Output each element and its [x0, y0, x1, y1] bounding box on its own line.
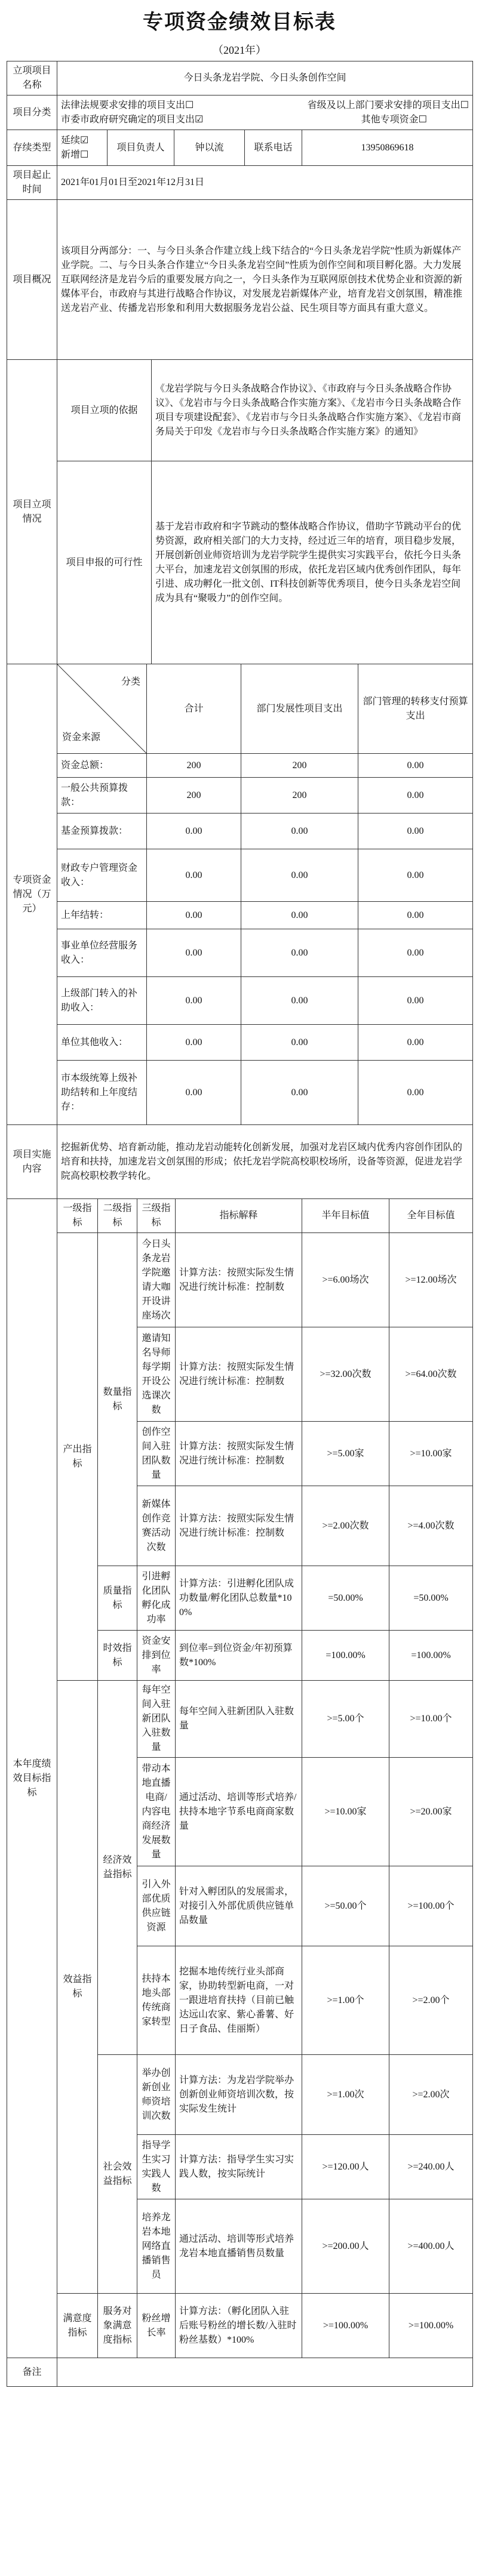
content-text: 挖掘新优势、培育新动能，推动龙岩动能转化创新发展，加强对龙岩区域内优秀内容创作团队的培育和扶持，加速龙岩文创氛围的形成；依托龙岩学院高校职校场所，设备等资源，促进龙岩学院高校职校教学转化。: [57, 1125, 473, 1199]
econ-label: 经济效益指标: [98, 1681, 137, 2055]
target-half: >=32.00次数: [302, 1327, 389, 1422]
target-expl: 计算方法：为龙岩学院举办创新创业师资培训次数，按实际发生统计: [176, 2055, 302, 2135]
feasibility-label: 项目申报的可行性: [57, 461, 152, 664]
funds-cell: 0.00: [147, 929, 241, 977]
target-expl: 到位率=到位资金/年初预算数*100%: [176, 1631, 302, 1681]
funds-cell: 0.00: [147, 849, 241, 902]
target-expl: 计算方法：指导学生实习实践人数，按实际统计: [176, 2135, 302, 2199]
target-l3: 今日头条龙岩学院邀请大咖开设讲座场次: [137, 1233, 176, 1327]
target-row: [7, 2294, 473, 2358]
target-l3: 带动本地直播电商/内容电商经济发展数量: [137, 1758, 176, 1866]
target-expl: 通过活动、培训等形式培养/扶持本地字节系电商商家数量: [176, 1758, 302, 1866]
funds-row-label: 基金预算拨款：: [57, 814, 147, 849]
remark-label: 备注: [7, 2358, 57, 2387]
target-half: >=1.00个: [302, 1946, 389, 2055]
target-full: >=20.00家: [389, 1758, 473, 1866]
funds-row-label: 一般公共预算拨款：: [57, 778, 147, 814]
funds-cell: 0.00: [241, 1025, 358, 1061]
target-full: >=2.00个: [389, 1946, 473, 2055]
overview-text: 该项目分两部分：一、与今日头条合作建立线上线下结合的“今日头条龙岩学院”性质为新媒体产业学院。二、与今日头条合作建立“今日头条龙岩空间”性质为创作空间和项目孵化器。大力发展互联网经济是龙岩今后的重要发展方向之一，今日头条作为互联网原创技术优势企业和资源的新媒体平台，市政府与其进行战略合作协议，对发展龙岩新媒体产业，培育龙岩文创氛围，精准推送龙岩产业、传播龙岩形象和利用大数据服务龙岩公益、民生项目等方面具有重大意义。: [57, 200, 473, 360]
funds-row-label: 市本级统筹上级补助结转和上年度结存：: [57, 1061, 147, 1125]
funds-row: [7, 1061, 473, 1125]
funds-row: [7, 849, 473, 902]
target-expl: 每年空间入驻新团队入驻数量: [176, 1681, 302, 1758]
basis-group-label: 项目立项情况: [7, 360, 57, 664]
class-option-city: 市委市政府研究确定的项目支出☑: [61, 114, 204, 125]
funds-cell: 0.00: [241, 977, 358, 1025]
target-full: >=64.00次数: [389, 1327, 473, 1422]
period-value: 2021年01月01日至2021年12月31日: [57, 166, 473, 200]
target-l3: 新媒体创作竞赛活动次数: [137, 1486, 176, 1566]
target-full: >=4.00次数: [389, 1486, 473, 1566]
target-full: >=100.00个: [389, 1866, 473, 1946]
funds-row-label: 上年结转：: [57, 902, 147, 929]
owner-name: 钟以流: [174, 130, 245, 166]
target-l3: 指导学生实习实践人数: [137, 2135, 176, 2199]
funds-cell: 0.00: [147, 1025, 241, 1061]
target-full: >=240.00人: [389, 2135, 473, 2199]
target-full: >=400.00人: [389, 2199, 473, 2294]
document-year: （2021年）: [213, 44, 266, 56]
funds-cell: 0.00: [358, 977, 473, 1025]
target-expl: 计算方法：引进孵化团队成功数量/孵化团队总数量*100%: [176, 1566, 302, 1631]
funds-cell: 0.00: [358, 929, 473, 977]
basis-text: 《龙岩学院与今日头条战略合作协议》、《市政府与今日头条战略合作协议》、《龙岩市与今日头条战略合作实施方案》、《龙岩市今日头条战略合作项目专项建设配套》、《龙岩市与今日头条战略合作实施方案》、《龙岩市商务局关于印发《龙岩市与今日头条战略合作实施方案》的通知》: [152, 360, 473, 461]
basis-label: 项目立项的依据: [57, 360, 152, 461]
target-row: [7, 1233, 473, 1327]
target-expl: 计算方法：按照实际发生情况进行统计标准：控制数: [176, 1422, 302, 1486]
target-half: >=200.00人: [302, 2199, 389, 2294]
funds-row-label: 事业单位经营服务收入：: [57, 929, 147, 977]
target-full: >=100.00%: [389, 2294, 473, 2358]
funds-row: [7, 977, 473, 1025]
funds-row: [7, 814, 473, 849]
funds-row-label: 资金总额：: [57, 754, 147, 778]
funds-cell: 0.00: [147, 814, 241, 849]
feasibility-text: 基于龙岩市政府和字节跳动的整体战略合作协议，借助字节跳动平台的优势资源，政府相关部门的大力支持，经过近三年的培育，项目稳步发展，开展创新创业师资培训为龙岩学院学生提供实习实践平台，依托今日头条大平台，加速龙岩文创氛围的形成，依托龙岩区域内优秀创作团队，每年引进、成功孵化一批文创、IT科技创新等优秀项目，使今日头条龙岩空间成为具有“聚吸力”的创作空间。: [152, 461, 473, 664]
target-l3: 粉丝增长率: [137, 2294, 176, 2358]
target-half: >=2.00次数: [302, 1486, 389, 1566]
project-info-table: [7, 61, 473, 360]
project-class-options: [57, 95, 473, 130]
target-half: >=120.00人: [302, 2135, 389, 2199]
targets-hdr-half: 半年目标值: [302, 1199, 389, 1233]
target-full: >=12.00场次: [389, 1233, 473, 1327]
target-l3: 资金安排到位率: [137, 1631, 176, 1681]
targets-hdr-full: 全年目标值: [389, 1199, 473, 1233]
funds-cell: 200: [147, 754, 241, 778]
status-options: [57, 130, 108, 166]
remark-table: [7, 2358, 473, 2387]
output-label: 产出指标: [57, 1233, 98, 1681]
project-name-value: 今日头条龙岩学院、今日头条创作空间: [57, 61, 473, 95]
class-option-provincial: 省级及以上部门要求安排的项目支出☐: [307, 100, 469, 110]
target-expl: 挖掘本地传统行业头部商家，协助转型新电商，一对一跟进培育扶持（目前已触达远山农家、紫心番薯、好日子食品、佳丽斯）: [176, 1946, 302, 2055]
project-class-label: 项目分类: [7, 95, 57, 130]
funds-table: [7, 664, 473, 1125]
target-l3: 引入外部优质供应链资源: [137, 1866, 176, 1946]
target-expl: 计算方法：按照实际发生情况进行统计标准：控制数: [176, 1327, 302, 1422]
status-label: 存续类型: [7, 130, 57, 166]
targets-table: [7, 1198, 473, 2358]
target-half: >=1.00次: [302, 2055, 389, 2135]
funds-row: [7, 929, 473, 977]
social-label: 社会效益指标: [98, 2055, 137, 2294]
target-half: >=5.00个: [302, 1681, 389, 1758]
target-full: =100.00%: [389, 1631, 473, 1681]
funds-row-label: 单位其他收入：: [57, 1025, 147, 1061]
target-l3: 邀请知名导师每学期开设公选课次数: [137, 1327, 176, 1422]
effect-label: 效益指标: [57, 1681, 98, 2294]
target-l3: 每年空间入驻新团队入驻数量: [137, 1681, 176, 1758]
funds-cell: 0.00: [358, 1025, 473, 1061]
funds-cell: 0.00: [241, 849, 358, 902]
funds-header-source: 资金来源: [62, 732, 101, 742]
target-half: >=50.00个: [302, 1866, 389, 1946]
funds-row: [7, 1025, 473, 1061]
funds-cell: 0.00: [241, 1061, 358, 1125]
target-l3: 引进孵化团队孵化成功率: [137, 1566, 176, 1631]
funds-cell: 0.00: [358, 902, 473, 929]
targets-hdr-l2: 二级指标: [98, 1199, 137, 1233]
content-table: [7, 1124, 473, 1199]
target-half: =50.00%: [302, 1566, 389, 1631]
target-expl: 针对入孵团队的发展需求，对接引入外部优质供应链单品数量: [176, 1866, 302, 1946]
funds-cell: 0.00: [358, 778, 473, 814]
satisfaction-label: 满意度指标: [57, 2294, 98, 2358]
targets-hdr-l3: 三级指标: [137, 1199, 176, 1233]
target-full: >=10.00家: [389, 1422, 473, 1486]
time-label: 时效指标: [98, 1631, 137, 1681]
remark-text: [57, 2358, 473, 2387]
funds-cell: 200: [241, 778, 358, 814]
funds-cell: 200: [241, 754, 358, 778]
target-expl: 计算方法：按照实际发生情况进行统计标准：控制数: [176, 1233, 302, 1327]
funds-col-total: 合计: [147, 664, 241, 754]
target-half: >=100.00%: [302, 2294, 389, 2358]
document-title: 专项资金绩效目标表: [143, 11, 336, 33]
target-l3: 举办创新创业师资培训次数: [137, 2055, 176, 2135]
funds-row-label: 上级部门转入的补助收入：: [57, 977, 147, 1025]
funds-cell: 0.00: [147, 1061, 241, 1125]
funds-cell: 0.00: [358, 849, 473, 902]
funds-cell: 0.00: [358, 814, 473, 849]
class-option-other: 其他专项资金☐: [361, 114, 428, 125]
period-label: 项目起止时间: [7, 166, 57, 200]
funds-cell: 0.00: [241, 814, 358, 849]
target-row: [7, 1681, 473, 1758]
status-option-new: 新增☐: [61, 149, 89, 160]
target-expl: 通过活动、培训等形式培养龙岩本地直播销售员数量: [176, 2199, 302, 2294]
funds-cell: 0.00: [358, 754, 473, 778]
target-full: =50.00%: [389, 1566, 473, 1631]
target-half: >=6.00场次: [302, 1233, 389, 1327]
funds-cell: 0.00: [147, 977, 241, 1025]
project-name-label: 立项项目名称: [7, 61, 57, 95]
funds-row: [7, 754, 473, 778]
owner-label: 项目负责人: [108, 130, 174, 166]
funds-col-transfer: 部门管理的转移支付预算支出: [358, 664, 473, 754]
target-l3: 扶持本地头部传统商家转型: [137, 1946, 176, 2055]
targets-hdr-expl: 指标解释: [176, 1199, 302, 1233]
funds-row: [7, 778, 473, 814]
funds-group-label: 专项资金情况（万元）: [7, 664, 57, 1125]
quantity-label: 数量指标: [98, 1233, 137, 1566]
document-page: [7, 0, 472, 2387]
funds-col-dept: 部门发展性项目支出: [241, 664, 358, 754]
target-half: >=5.00家: [302, 1422, 389, 1486]
status-option-continue: 延续☑: [61, 135, 89, 146]
targets-group-label: 本年度绩效目标指标: [7, 1199, 57, 2358]
quality-label: 质量指标: [98, 1566, 137, 1631]
targets-hdr-l1: 一级指标: [57, 1199, 98, 1233]
phone-label: 联系电话: [245, 130, 302, 166]
target-expl: 计算方法：按照实际发生情况进行统计标准：控制数: [176, 1486, 302, 1566]
funds-cell: 0.00: [147, 902, 241, 929]
funds-cell: 0.00: [241, 929, 358, 977]
target-full: >=2.00次: [389, 2055, 473, 2135]
target-expl: 计算方法：（孵化团队入驻后账号粉丝的增长数/入驻时粉丝基数）*100%: [176, 2294, 302, 2358]
basis-table: [7, 359, 473, 664]
funds-cell: 0.00: [241, 902, 358, 929]
class-option-law: 法律法规要求安排的项目支出☐: [61, 100, 194, 110]
phone-value: 13950869618: [302, 130, 473, 166]
funds-cell: 0.00: [358, 1061, 473, 1125]
content-label: 项目实施内容: [7, 1125, 57, 1199]
funds-header-category: 分类: [121, 677, 140, 687]
overview-label: 项目概况: [7, 200, 57, 360]
target-l3: 创作空间入驻团队数量: [137, 1422, 176, 1486]
funds-row: [7, 902, 473, 929]
target-l3: 培养龙岩本地网络直播销售员: [137, 2199, 176, 2294]
service-label: 服务对象满意度指标: [98, 2294, 137, 2358]
target-half: =100.00%: [302, 1631, 389, 1681]
funds-cell: 200: [147, 778, 241, 814]
funds-row-label: 财政专户管理资金收入：: [57, 849, 147, 902]
target-half: >=10.00家: [302, 1758, 389, 1866]
target-full: >=10.00个: [389, 1681, 473, 1758]
funds-header-diagonal: [57, 664, 147, 754]
